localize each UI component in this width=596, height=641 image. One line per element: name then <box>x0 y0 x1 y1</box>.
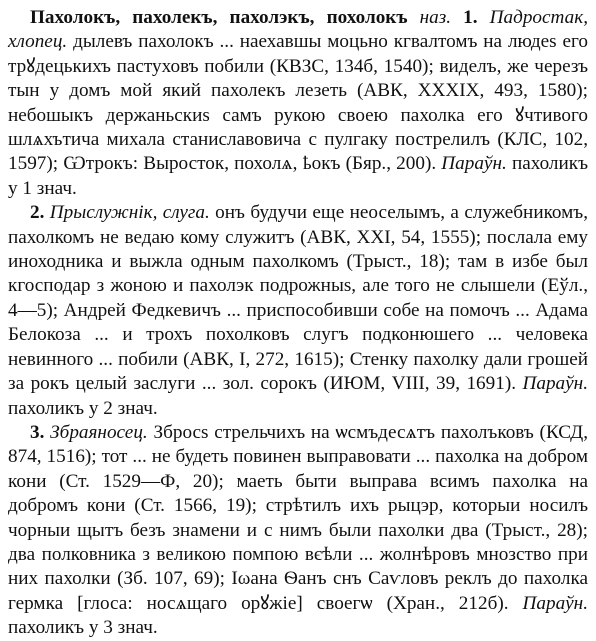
sense-2-paragraph <box>8 201 588 421</box>
sense-number: 1. <box>463 7 478 28</box>
sense-number: 3. <box>30 421 45 443</box>
cross-reference-label: Параўн. <box>522 592 589 614</box>
sense-3-paragraph <box>8 421 588 641</box>
cross-reference-label: Параўн. <box>441 153 507 175</box>
cross-reference-text: пахоликъ у 3 знач. <box>8 617 158 639</box>
cross-reference-text: пахоликъ у 1 знач. <box>8 153 589 199</box>
sense-text: Збросѕ стрельчихъ на ѡсмъдесѧтъ пахолъковъ (КСД, 874, 1516); тот ... не будеть повинен выправовати ... пахолка на добром кони (Ст. 1529—Ф, 20); маеть быти выправа всимъ пахолка на добромъ кони (Ст. 1566, 19); стрѣтилъ ихъ рыцэр, которыи носилъ чорныи щытъ безъ знамени и с нимъ были пахолки два (Трыст., 28); два полковника з великою помпою вєѣли ... жолнѣровъ мнозство при них пахолки (Зб. 107, 69); Іωана Ѳанъ снъ Саѵловъ реклъ до пахолка гермка [глоса: носѧщаго орꙋжіе] своегѡ (Хран., 212б). <box>8 421 588 614</box>
sense-text: онъ будучи еще неоселымъ, а служебникомъ, пахолкомъ не ведаю кому служитъ (АВК, XXI, 54, 1555); послала ему иноходника и выжла одным пахолкомъ (Трыст., 18); там в избе был кгосподар з жоною и пахолэк подрожныѕ, але того не слышели (Еўл., 4—5); Андрей Федкевичъ ... приспособивши собе на помочъ ... Адама Белокоза ... и трохъ похолковъ слугъ подконюшего ... человека невинного ... побили (АВК, I, 272, 1615); Стенку пахолку дали грошей за рокъ целый заслуги ... зол. сорокъ (ИЮМ, VIII, 39, 1691). <box>8 202 589 395</box>
part-of-speech: наз. <box>419 7 452 28</box>
headword: Пахолокъ, пахолекъ, пахолэкъ, похолокъ <box>30 7 408 28</box>
cross-reference-text: пахоликъ у 2 знач. <box>8 397 158 419</box>
sense-gloss: Падростак, хлопец. <box>8 7 588 53</box>
sense-text: дылевъ пахолокъ ... наехавшы моцьно кгвалтомъ на людеѕ его трꙋдецькихъ пастуховъ побили (КВЗС, 134б, 1540); виделъ, же черезъ тын у домъ мой який пахолекъ лезеть (АВК, XXXIX, 493, 1580); небошыкъ держаньскиѕ самъ рукою своею пахолка его ꙋчтивого шлѧхътича михала станиславовича с пулгаку пострелилъ (КЛС, 102, 1597); Ѡтрокъ: Выросток, похолѧ, ҍокъ (Бяр., 200). <box>8 31 589 175</box>
sense-gloss: Збраяносец. <box>50 421 148 443</box>
sense-gloss: Прыслужнік, слуга. <box>49 202 210 224</box>
sense-number: 2. <box>30 202 45 224</box>
cross-reference-label: Параўн. <box>522 373 588 395</box>
sense-1-paragraph <box>8 6 588 201</box>
